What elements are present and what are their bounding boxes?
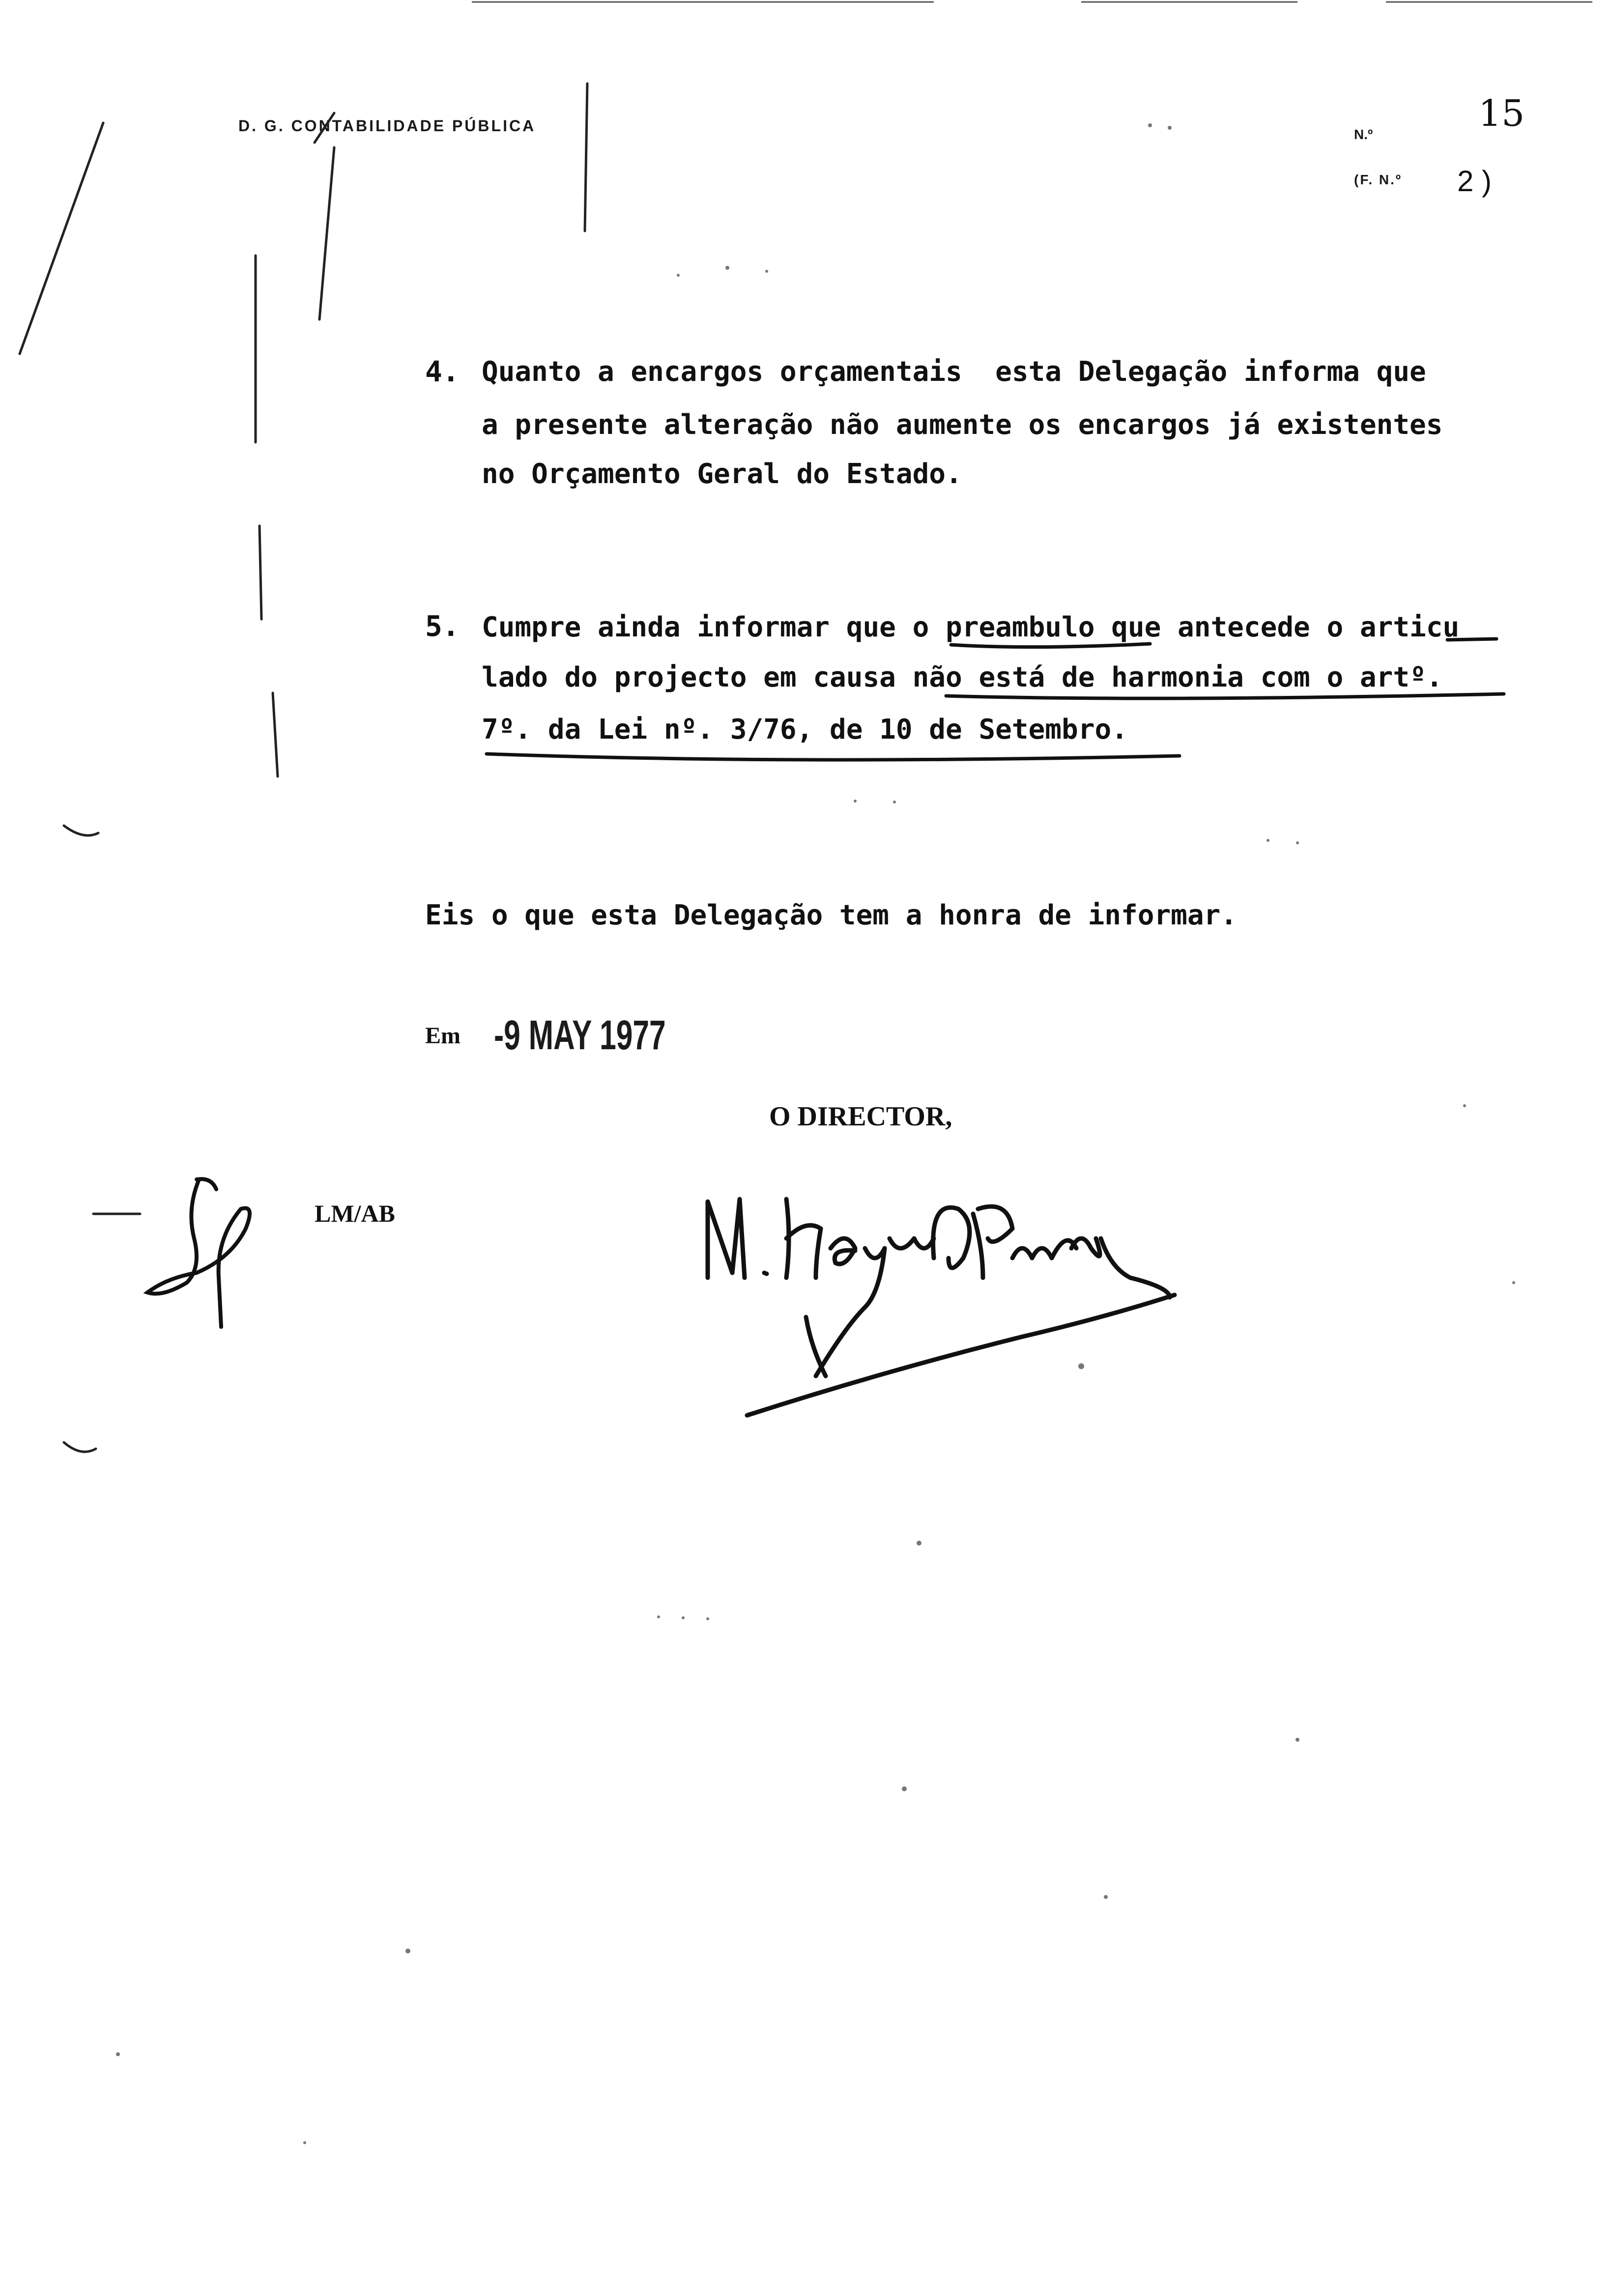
- paragraph-5-line-1: Cumpre ainda informar que o preambulo que antecede o articu: [482, 611, 1460, 643]
- department-header: D. G. CONTABILIDADE PÚBLICA: [238, 117, 536, 135]
- typist-initials: LM/AB: [315, 1200, 395, 1227]
- date-label: Em: [425, 1023, 461, 1049]
- closing-sentence: Eis o que esta Delegação tem a honra de informar.: [425, 899, 1238, 931]
- paragraph-5-underlines: [487, 639, 1504, 760]
- form-number-label: (F. N.º: [1354, 172, 1403, 187]
- director-signature: [708, 1199, 1175, 1415]
- paragraph-4-line-1: Quanto a encargos orçamentais esta Delegação informa que: [482, 356, 1426, 388]
- margin-strokes: [20, 84, 587, 1452]
- paragraph-4-number: 4.: [425, 355, 460, 388]
- paragraph-5-line-3: 7º. da Lei nº. 3/76, de 10 de Setembro.: [482, 714, 1128, 746]
- page-number: 15: [1478, 92, 1525, 135]
- number-label: N.º: [1354, 127, 1373, 142]
- date-stamp: -9 MAY 1977: [494, 1012, 666, 1058]
- paragraph-4-line-3: no Orçamento Geral do Estado.: [482, 458, 962, 490]
- scan-specks: [116, 123, 1515, 2144]
- director-title: O DIRECTOR,: [769, 1101, 952, 1132]
- paragraph-5-number: 5.: [425, 609, 460, 643]
- margin-paraph: [147, 1179, 250, 1327]
- form-number-value: 2 ): [1457, 165, 1492, 198]
- paragraph-5-line-2: lado do projecto em causa não está de harmonia com o artº.: [482, 661, 1443, 693]
- paragraph-4-line-2: a presente alteração não aumente os encargos já existentes: [482, 409, 1443, 441]
